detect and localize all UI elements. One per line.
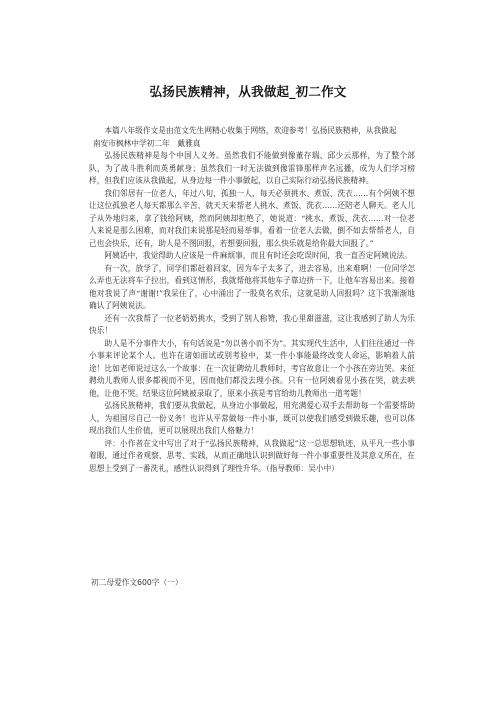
next-article-heading: 初二母爱作文600字（一）: [91, 578, 183, 587]
author-byline: 南安市枫林中学初二年 戴雅真: [92, 138, 201, 148]
body-paragraph: 弘扬民族精神是每个中国人义务。虽然我们不能做到像董存瑞、邱少云那样，为了整个部队，为了战斗胜利而英勇献身；虽然我们一时无法做到像雷锋那样声名远播，成为人们学习榜样，但我们应该从我做起，从身边每一件小事做起，以自己实际行动弘扬民族精神。: [89, 151, 415, 185]
body-paragraph: 弘扬民族精神，我们要从我做起，从身边小事做起，用充满爱心双手去帮助每一个需要帮助人，为祖国尽自己一份义务！也许从平常做每一件小事，既可以使我们感受到做乐趣，也可以体现出我们人生价值，更可以展现出我们人格魅力！: [89, 401, 415, 435]
document-body: [89, 125, 415, 475]
commentary-paragraph: 评：小作者在文中写出了对于“弘扬民族精神，从我做起”这一总思想轨迹，从平凡一些小事着眼，通过作者观察、思考、实践，从而正确地认识到做好每一件小事重要性及其意义所在，在思想上受到了一番洗礼，感性认识得到了理性升华。（指导教师：吴小中）: [89, 438, 415, 473]
intro-paragraph: 本篇八年级作文是由范文先生网精心收集于网络，欢迎参考！弘扬民族精神，从我做起: [104, 126, 397, 135]
body-paragraph: 有一次，放学了，同学们都赶着回家，因为车子太多了，进去容易，出来难啊！一位同学怎么弄也无法将车子拉出，看到这情形，我就帮他将其他车子靠边挤一下，让他车容易出来。接着他对我说了声“谢谢!”我呆住了，心中涌出了一股莫名欢乐，这就是助人回报吗？这下我渐渐地确认了阿姨说法。: [89, 263, 415, 310]
document-title: 弘扬民族精神，从我做起_初二作文: [149, 84, 347, 99]
body-paragraph: 阿姨话中，我觉得助人应该是一件麻烦事，而且有时还会吃误时间，我一直否定阿姨说法。: [104, 251, 412, 260]
body-paragraph: 我们邻居有一位老人，年过八旬，孤独一人，每天必须挑水、煮饭、洗衣……有个阿姨不想让这位孤独老人每天都那么辛苦，就天天来帮老人挑水、煮饭、洗衣……还陪老人聊天。老人儿子从外地归来，拿了钱给阿姨，然而阿姨却拒绝了，她说道：“挑水、煮饭、洗衣……对一位老人来说是那么困难，而对我们来说那是轻而易举事，看着一位老人去做，倒不如去帮帮老人，自己也会快乐，还有，助人是不图回报，若想要回报，那么快乐就是给你最大回报了。”: [89, 188, 415, 248]
body-paragraph: 助人是不分事件大小，有句话说是“勿以善小而不为”。其实现代生活中，人们往往通过一件小事来评论某个人。也许在诸如面试或别考验中，某一件小事能最终改变人命运，影响着人前途！比如老师说过这么一个故事：在一次征聘幼儿教师时，考官故意让一个小孩在旁边哭。来征聘幼儿教师人很多都视而不见，因而他们都没去理小孩。只有一位阿姨看见小孩在哭，就去哄他，让他不哭。结果这位阿姨被录取了，原来小孩是考官给幼儿教师出一道考题！: [89, 338, 415, 398]
body-paragraph: 还有一次我帮了一位老奶奶挑水，受到了别人称赞，我心里甜滋滋，这让我感到了助人为乐快乐！: [89, 313, 415, 335]
